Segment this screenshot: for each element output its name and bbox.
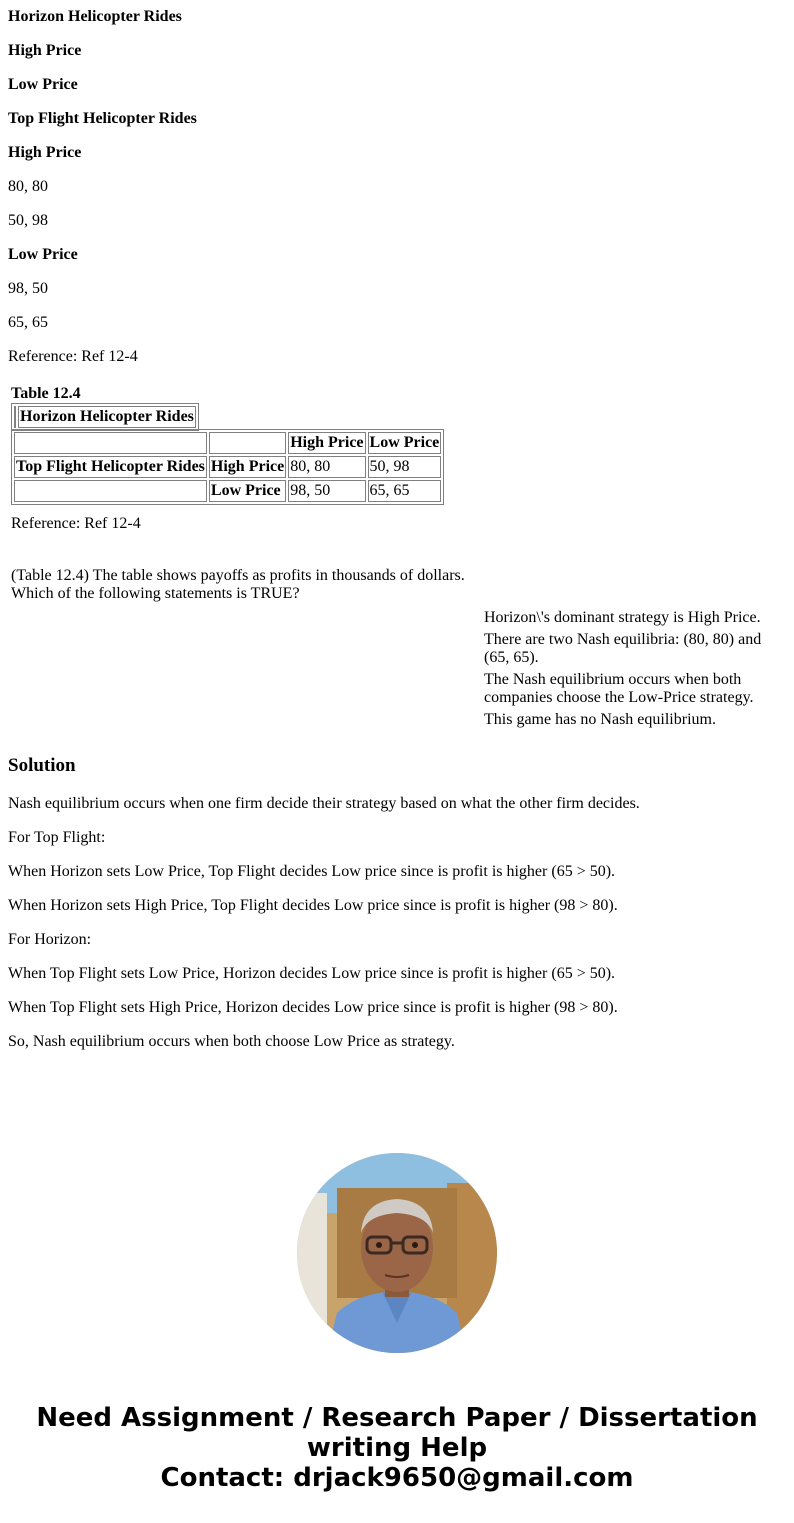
cell-high-low: 50, 98	[368, 456, 442, 478]
table-caption: Table 12.4	[11, 385, 81, 402]
question-line-2: Which of the following statements is TRUE?	[11, 585, 300, 602]
question-line-1: (Table 12.4) The table shows payoffs as profits in thousands of dollars.	[11, 567, 465, 584]
payoff-table	[11, 429, 444, 505]
question-text	[11, 567, 481, 603]
empty-cell	[14, 432, 207, 454]
solution-paragraph: For Top Flight:	[8, 829, 106, 846]
promo-footer	[0, 1403, 794, 1493]
cell-low-low: 65, 65	[368, 480, 442, 502]
contact-email: Contact: drjack9650@gmail.com	[160, 1463, 634, 1493]
table-header-horizon: Horizon Helicopter Rides	[18, 406, 196, 428]
solution-paragraph: When Horizon sets High Price, Top Flight decides Low price since is profit is higher (98 > 80).	[8, 897, 618, 914]
answer-options	[484, 609, 774, 733]
topflight-title-text: Top Flight Helicopter Rides	[8, 110, 197, 127]
answer-option[interactable]: The Nash equilibrium occurs when both companies choose the Low-Price strategy.	[484, 671, 754, 706]
answer-option[interactable]: This game has no Nash equilibrium.	[484, 711, 716, 728]
payoff-high-high: 80, 80	[8, 178, 48, 195]
row-header-low: Low Price	[209, 480, 286, 502]
solution-paragraph: When Horizon sets Low Price, Top Flight decides Low price since is profit is higher (65 > 50).	[8, 863, 616, 880]
payoff-low-high: 98, 50	[8, 280, 48, 297]
table-row	[14, 480, 441, 502]
empty-cell	[14, 480, 207, 502]
avatar-portrait-illustration	[297, 1153, 497, 1353]
row-low-price-label: Low Price	[8, 246, 78, 263]
payoff-low-low: 65, 65	[8, 314, 48, 331]
cell-high-high: 80, 80	[288, 456, 365, 478]
solution-paragraph: So, Nash equilibrium occurs when both choose Low Price as strategy.	[8, 1033, 455, 1050]
solution-paragraph: Nash equilibrium occurs when one firm decide their strategy based on what the other firm decides.	[8, 795, 640, 812]
column-low-price-label: Low Price	[8, 76, 78, 93]
solution-paragraph: For Horizon:	[8, 931, 92, 948]
cell-low-high: 98, 50	[288, 480, 365, 502]
col-header-high: High Price	[288, 432, 365, 454]
table-row	[14, 456, 441, 478]
reference-text: Reference: Ref 12-4	[8, 348, 138, 365]
table-header-box	[11, 403, 199, 431]
empty-cell	[209, 432, 286, 454]
answer-option[interactable]: Horizon\'s dominant strategy is High Price.	[484, 609, 761, 626]
promo-line-2: writing Help	[306, 1433, 488, 1463]
author-avatar	[297, 1153, 497, 1353]
table-reference: Reference: Ref 12-4	[11, 515, 141, 532]
row-high-price-label: High Price	[8, 144, 82, 161]
col-header-low: Low Price	[368, 432, 442, 454]
row-header-high: High Price	[209, 456, 286, 478]
table-row	[14, 432, 441, 454]
solution-paragraph: When Top Flight sets Low Price, Horizon decides Low price since is profit is higher (65 > 50).	[8, 965, 616, 982]
answer-option[interactable]: There are two Nash equilibria: (80, 80) and (65, 65).	[484, 631, 762, 666]
payoff-high-low: 50, 98	[8, 212, 48, 229]
horizon-title-text: Horizon Helicopter Rides	[8, 8, 182, 25]
promo-line-1: Need Assignment / Research Paper / Dissertation	[36, 1403, 758, 1433]
row-player-label: Top Flight Helicopter Rides	[14, 456, 207, 478]
solution-heading: Solution	[8, 755, 76, 776]
solution-paragraph: When Top Flight sets High Price, Horizon decides Low price since is profit is higher (98 > 80).	[8, 999, 618, 1016]
empty-cell	[14, 406, 16, 428]
column-high-price-label: High Price	[8, 42, 82, 59]
